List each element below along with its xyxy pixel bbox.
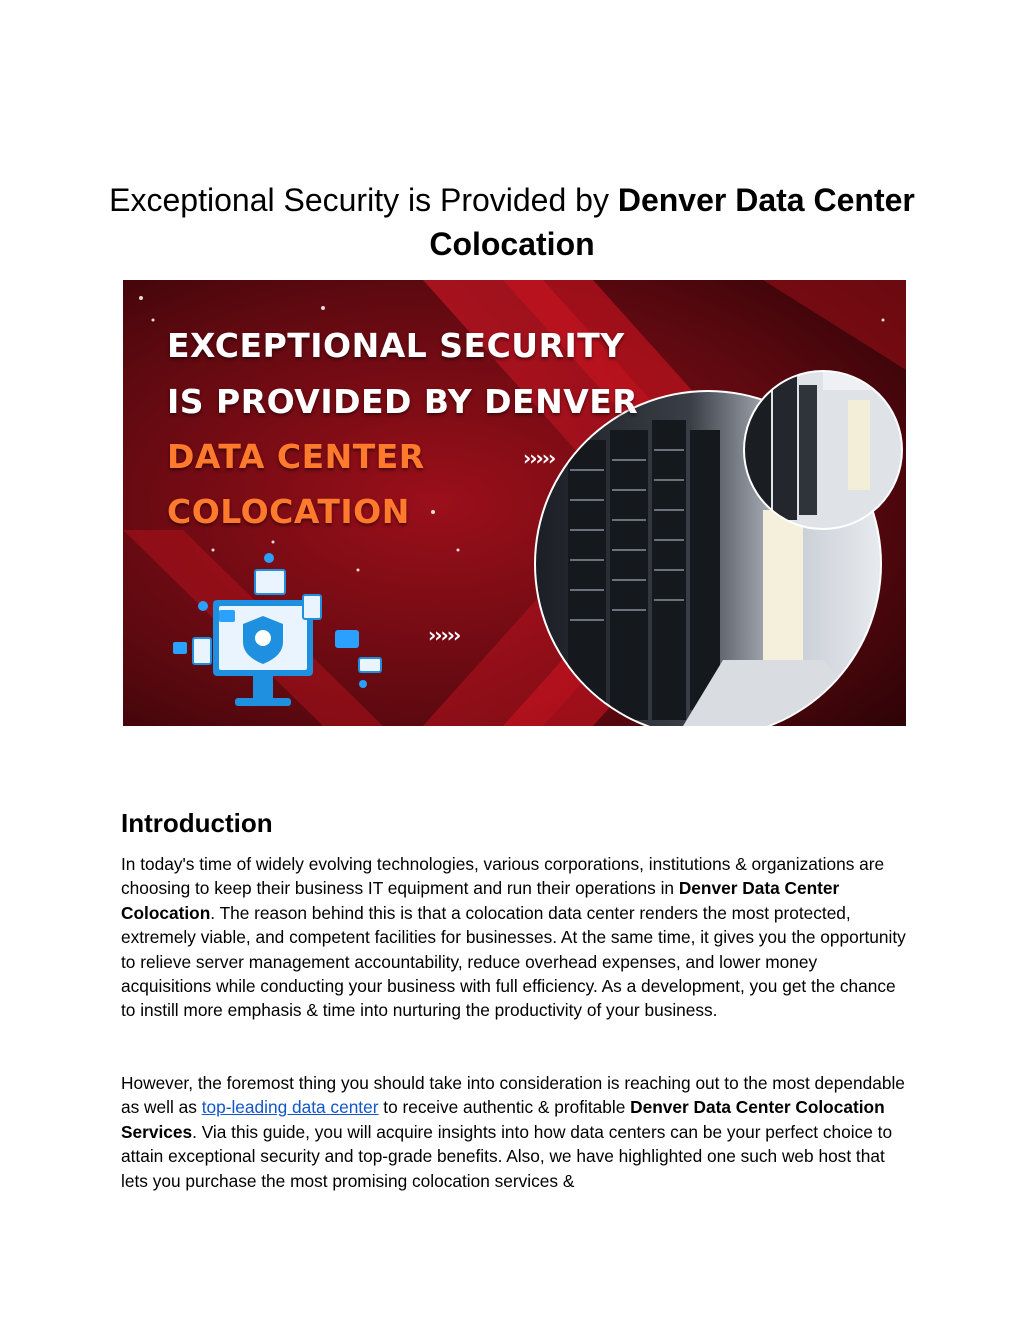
text-run: In today's time of widely evolving technologies, various corporations, institutions & organizations are choosing to keep their business IT equipment and run their operations in — [121, 854, 885, 899]
data-center-link[interactable]: top-leading data center — [201, 1097, 379, 1118]
arrows-icon: ››››› — [523, 446, 555, 470]
bold-text: Denver Data Center Colocation — [121, 878, 840, 923]
page-title — [100, 178, 924, 266]
intro-paragraph-2 — [121, 1071, 911, 1193]
banner-line-4: COLOCATION — [167, 492, 410, 531]
arrows-icon: ››››› — [428, 623, 460, 647]
banner-line-2: IS PROVIDED BY DENVER — [167, 382, 639, 421]
text-run: to receive authentic & profitable — [378, 1097, 631, 1118]
banner-line-3: DATA CENTER — [167, 437, 425, 476]
title-bold: Denver Data Center Colocation — [429, 182, 915, 262]
intro-paragraph-1 — [121, 852, 911, 1023]
text-run: . Via this guide, you will acquire insights into how data centers can be your perfect choice to attain exceptional security and top-grade benefits. Also, we have highlighted one such web host that lets you purchase the most promising colocation services & — [121, 1121, 893, 1191]
text-run: . The reason behind this is that a colocation data center renders the most protected, extremely viable, and competent facilities for businesses. At the same time, it gives you the opportunity to relieve server management accountability, reduce overhead expenses, and lower money acquisitions while conducting your business with full efficiency. As a development, you get the chance to instill more emphasis & time into nurturing the productivity of your business. — [121, 902, 906, 1021]
section-heading: Introduction — [121, 808, 273, 838]
text-run: However, the foremost thing you should take into consideration is reaching out to the most dependable as well as — [121, 1073, 905, 1118]
bold-text: Denver Data Center Colocation Services — [121, 1097, 885, 1142]
hero-banner — [123, 280, 906, 726]
banner-line-1: EXCEPTIONAL SECURITY — [167, 326, 625, 365]
title-regular: Exceptional Security is Provided by — [109, 182, 618, 218]
